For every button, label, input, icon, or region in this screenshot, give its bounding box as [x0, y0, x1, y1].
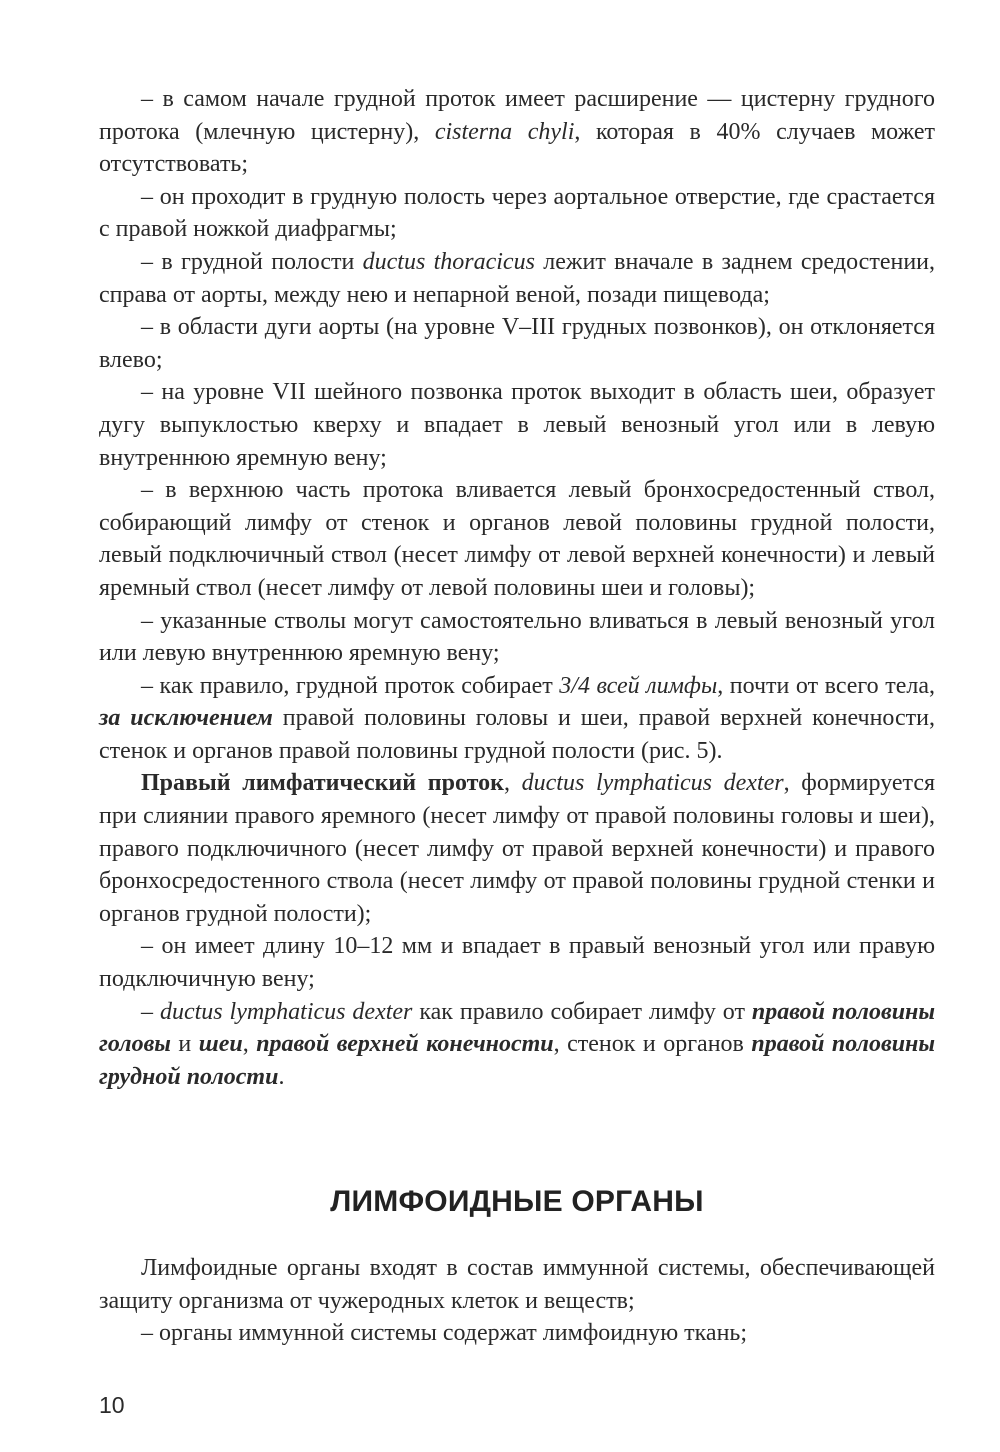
italic-term: 3/4 всей лимфы — [559, 672, 718, 699]
paragraph-lymphoid-intro: Лимфоидные органы входят в состав иммунной системы, обеспечивающей защиту организма от чужеродных клеток и веществ; — [99, 1255, 935, 1314]
paragraph-immune-organs: – органы иммунной системы содержат лимфоидную ткань; — [141, 1320, 748, 1347]
latin-term: cisterna chyli — [434, 118, 575, 145]
paragraph-upper-part: – в верхнюю часть протока вливается левый бронхосредостенный ствол, собирающий лимфу от стенок и органов левой половины грудной полости, левый подключичный ствол (несет лимфу от левой верхней конечности) и левый яремный ствол (несет лимфу от левой половины шеи и головы); — [99, 477, 935, 601]
text-run: – в самом начале грудной проток имеет расширение — цистерну грудного протока (млечную цистерну), — [99, 86, 935, 145]
text-run: , почти от всего тела, — [717, 672, 935, 699]
paragraph-trunks: – указанные стволы могут самостоятельно вливаться в левый венозный угол или левую внутреннюю яремную вену; — [99, 607, 935, 667]
paragraph-right-duct-collects — [99, 996, 935, 1094]
paragraph-three-quarters — [99, 670, 935, 768]
section-text-block — [99, 1252, 935, 1350]
text-run: и — [170, 1031, 199, 1058]
latin-term: ductus lymphaticus dexter — [159, 998, 413, 1025]
paragraph-vii-vertebra: – на уровне VII шейного позвонка проток выходит в область шеи, образует дугу выпуклостью кверху и впадает в левый венозный угол или в левую внутреннюю яремную вену; — [99, 379, 935, 471]
text-run: , — [242, 1031, 257, 1058]
text-run: . — [278, 1063, 285, 1090]
bold-italic-term: правой половины грудной полости — [99, 1031, 936, 1090]
latin-term: ductus thoracicus — [362, 248, 535, 275]
text-run: , стенок и органов — [553, 1031, 752, 1058]
paragraph-aortic-arch: – в области дуги аорты (на уровне V–III грудных позвонков), он отклоняется влево; — [99, 314, 935, 373]
paragraph-thoracic-cavity — [99, 246, 935, 311]
text-run: – как правило, грудной проток собирает — [141, 672, 560, 699]
text-run: лежит вначале в заднем средостении, справа от аорты, между нею и непарной веной, позади пищевода; — [99, 248, 936, 308]
section-heading: ЛИМФОИДНЫЕ ОРГАНЫ — [330, 1185, 704, 1218]
bold-italic-term: правой половины головы — [99, 998, 936, 1058]
text-run: как правило собирает лимфу от — [412, 998, 752, 1025]
text-run: правой половины головы и шеи, правой верхней конечности, стенок и органов правой половины грудной полости (рис. 5). — [99, 705, 935, 764]
main-text-block — [99, 83, 935, 1093]
page-number: 10 — [99, 1392, 125, 1418]
text-run: – в грудной полости — [141, 248, 363, 275]
bold-italic-term: за исключением — [99, 705, 273, 732]
bold-italic-term: шеи — [198, 1031, 243, 1058]
paragraph-duct-length: – он имеет длину 10–12 мм и впадает в правый венозный угол или правую подключичную вену; — [99, 933, 935, 993]
text-run: , — [503, 770, 522, 797]
paragraph-right-lymphatic-duct — [99, 767, 935, 930]
latin-term: ductus lymphaticus dexter — [521, 770, 784, 797]
paragraph-aortic-opening: – он проходит в грудную полость через аортальное отверстие, где срастается с правой ножкой диафрагмы; — [99, 183, 935, 243]
text-run: , формируется при слиянии правого яремного (несет лимфу от правой половины головы и шеи), правого подключичного (несет лимфу от правой верхней конечности) и правого бронхосредостенного ствола (несет лимфу от правой половины грудной стенки и органов грудной полости); — [99, 770, 936, 927]
paragraph-cisterna-chyli — [99, 83, 935, 181]
bold-italic-term: правой верхней конечности — [256, 1031, 554, 1058]
bold-term: Правый лимфатический проток — [141, 770, 504, 797]
text-run: – — [141, 998, 160, 1025]
text-run: , которая в 40% случаев может отсутствовать; — [99, 118, 935, 178]
